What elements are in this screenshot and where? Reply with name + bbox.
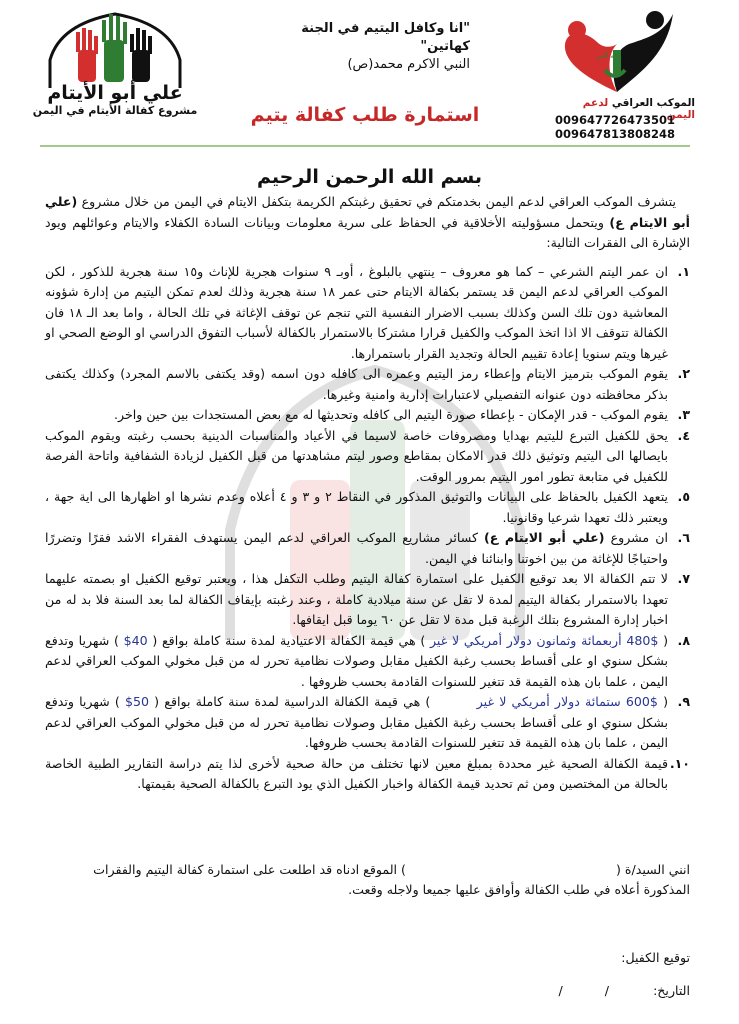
bismillah-heading: بسم الله الرحمن الرحيم bbox=[257, 166, 482, 188]
agreement-post: ) الموقع ادناه قد اطلعت على استمارة كفالة اليتيم والفقرات المذكورة أعلاه في طلب الكفالة وأوافق عليها جميعا ولاجله وقعت. bbox=[93, 862, 690, 897]
red-hand-icon bbox=[76, 28, 98, 82]
term-text: شهريا وتدفع بشكل سنوي او على أقساط بحسب رغبة الكفيل مقابل وصولات نظامية تحرر له من قبل مخولي الموكب العراقي لدعم اليمن ، علما بان هذه القيمة قد تتغير للسنوات القادمة بحسب ظروفها . bbox=[45, 632, 668, 689]
term-text: شهريا وتدفع بشكل سنوي او على أقساط بحسب رغبة الكفيل مقابل وصولات نظامية تحرر له من قبل مخولي الموكب العراقي لدعم اليمن ، علما بان هذه القيمة قد تتغير للسنوات القادمة بحسب ظروفها. bbox=[45, 694, 668, 750]
term-item-9: ٩. ( 600$ ستمائة دولار أمريكي لا غير ) هي قيمة الكفالة الدراسية لمدة سنة كاملة بواقع ( 50$ ) شهريا وتدفع بشكل سنوي او على أقساط بحسب رغبة الكفيل مقابل وصولات نظامية تحرر له من قبل مخولي الموكب العراقي لدعم اليمن ، علما بان هذه القيمة قد تتغير للسنوات القادمة بحسب ظروفها. bbox=[45, 694, 690, 750]
signature-label: توقيع الكفيل: bbox=[621, 950, 690, 965]
project-title: علي أبو الأيتام bbox=[47, 82, 183, 104]
term-number: ٧. bbox=[677, 571, 690, 586]
term-number: ١. bbox=[677, 263, 690, 279]
monthly-amount-regular: 40$ bbox=[123, 632, 148, 648]
intro-text-2: ويتحمل مسؤوليته الأخلاقية في الحفاظ على سرية معلومات وبيانات السادة الكفلاء والايتام وعوائلهم ويود الإشارة الى الفقرات التالية: bbox=[45, 214, 690, 250]
term-item-8: ٨. ( 480$ أربعمائة وثمانون دولار أمريكي لا غير ) هي قيمة الكفالة الاعتيادية لمدة سنة كاملة بواقع ( 40$ ) شهريا وتدفع بشكل سنوي او على أقساط بحسب رغبة الكفيل مقابل وصولات نظامية تحرر له من قبل مخولي الموكب العراقي لدعم اليمن ، علما بان هذه القيمة قد تتغير للسنوات القادمة بحسب ظروفها . bbox=[45, 632, 690, 689]
intro-paragraph bbox=[45, 192, 690, 254]
term-number: ٦. bbox=[677, 530, 690, 545]
term-number: ١٠. bbox=[669, 755, 690, 771]
org-logo-text: الله أكبر bbox=[597, 52, 621, 60]
annual-amount-study: 600$ ستمائة دولار أمريكي لا غير bbox=[476, 694, 658, 709]
hadith-quote bbox=[260, 20, 470, 74]
monthly-amount-study: 50$ bbox=[124, 694, 150, 709]
date-label: التاريخ: bbox=[653, 983, 690, 998]
org-name-red: لدعم اليمن bbox=[582, 97, 695, 121]
term-project-name: (علي أبو الايتام ع) bbox=[484, 530, 605, 545]
term-number: ٢. bbox=[677, 366, 690, 381]
term-text: يقوم الموكب بترميز الايتام وإعطاء رمز اليتيم وعمره الى كافله دون اسمه (وقد يكتفى بالاسم المجرد) وكذلك يكتفى بذكر محافظته دون عنوانه التفصيلي لاعتبارات إدارية وامنية وغيرها. bbox=[45, 366, 668, 402]
org-logo-heart bbox=[555, 8, 690, 96]
black-hand-icon bbox=[130, 28, 152, 82]
term-item-4 bbox=[45, 426, 690, 488]
project-logo-hands bbox=[40, 10, 190, 90]
date-separator-2: / bbox=[558, 983, 563, 998]
term-number: ٤. bbox=[677, 427, 690, 443]
phone-2: 009647813808248 bbox=[555, 127, 676, 141]
quote-source: النبي الاكرم محمد(ص) bbox=[347, 57, 470, 72]
form-title: استمارة طلب كفالة يتيم bbox=[250, 104, 480, 126]
term-item-2 bbox=[45, 364, 690, 405]
term-item-3 bbox=[45, 405, 690, 426]
form-body bbox=[45, 192, 690, 795]
term-number: ٥. bbox=[677, 489, 690, 504]
intro-text-1: يتشرف الموكب العراقي لدعم اليمن بخدمتكم في تحقيق رغبتكم الكريمة بتكفل الايتام في اليمن من خلال مشروع bbox=[77, 194, 676, 209]
term-text-mid: هي قيمة الكفالة الاعتيادية لمدة سنة كاملة بواقع bbox=[157, 632, 421, 648]
project-name bbox=[30, 82, 200, 117]
term-text-mid: هي قيمة الكفالة الدراسية لمدة سنة كاملة بواقع bbox=[159, 694, 426, 709]
term-number: ٣. bbox=[677, 407, 690, 422]
agreement-pre: انني السيد/ة ( bbox=[615, 862, 690, 877]
org-phones bbox=[555, 113, 675, 141]
term-text: قيمة الكفالة الصحية غير محددة بمبلغ معين لانها تختلف من حالة صحية لأخرى لذا يتم دراسة التقارير الطبية الخاصة بالحالة من المختصين ومن ثم تحديد قيمة الكفالة واخبار الكفيل الذي يود التبرع بالكفالة الصحية بقيمتها. bbox=[45, 755, 668, 791]
annual-amount-regular: 480$ أربعمائة وثمانون دولار أمريكي لا غير bbox=[429, 632, 659, 648]
intro-project-name: (علي أبو الايتام ع) bbox=[45, 194, 690, 230]
term-item-5 bbox=[45, 487, 690, 528]
term-text-pre: ان مشروع bbox=[604, 530, 669, 545]
term-item-1 bbox=[45, 262, 690, 365]
date-separator-1: / bbox=[604, 983, 610, 998]
term-text: يقوم الموكب - قدر الإمكان - بإعطاء صورة اليتيم الى كافله وتحديثها له مع بعض المستجدات بين حين واخر. bbox=[114, 407, 668, 422]
term-text: لا تتم الكفالة الا بعد توقيع الكفيل على استمارة كفالة اليتيم وطلب التكفل هذا ، ويعتبر توقيع الكفيل او بصمته عليهما تعهدا بالاستمرار بكفالة اليتيم لمدة لا تقل عن سنة ميلادية كاملة ، وعند رغبته بإيقاف الكفالة لما بعد السنة فلا بد له من اخبار إدارة المشروع بتلك الرغبة قبل مدة لا تقل عن ٦٠ يوما قبل ايقافها. bbox=[45, 571, 668, 627]
agreement-statement bbox=[45, 860, 690, 900]
term-number: ٩. bbox=[677, 694, 690, 709]
term-item-10 bbox=[45, 754, 690, 795]
term-number: ٨. bbox=[677, 632, 690, 648]
term-text: يتعهد الكفيل بالحفاظ على البيانات والتوثيق المذكور في النقاط ٢ و ٣ و ٤ أعلاه وعدم نشرها او اظهارها الى اية جهة ، ويعتبر ذلك تعهدا شرعيا وقانونيا. bbox=[45, 489, 668, 525]
project-subtitle: مشروع كفالة الأيتام في اليمن bbox=[32, 104, 198, 117]
org-name-main: الموكب العراقي bbox=[611, 97, 695, 109]
term-item-7 bbox=[45, 569, 690, 631]
term-text: يحق للكفيل التبرع لليتيم بهدايا ومصروفات خاصة لاسيما في الأعياد والمناسبات الدينية بحسب رغبته ويقوم الموكب بايصالها الى اليتيم وتوثيق ذلك قدر الامكان بمقاطع وصور ليتم مشاهدتها من قبل الكفيل لزيادة الشفافية واتاحة الفرصة للكفيل في متابعة تطور امور اليتيم بمرور الوقت. bbox=[45, 427, 668, 484]
header-divider bbox=[40, 145, 690, 147]
date-row bbox=[45, 983, 690, 998]
terms-list bbox=[45, 262, 690, 795]
signature-row bbox=[45, 950, 690, 965]
term-text: ان عمر اليتم الشرعي – كما هو معروف – ينتهي بالبلوغ ، أوبـ ٩ سنوات هجرية للإناث و١٥ سنة هجرية للذكور ، لكن الموكب العراقي لدعم اليمن قد يستمر بكفالة الايتام حتى عمر ١٨ سنة هجرية وذلك لعدم تمكن اليتيم من إدارة شؤونه المعاشية دون تلك السن وكذلك بسبب الاضرار النفسية التي تنجم عن توقف الإغاثة في تلك الحالة ، واما بعد الـ ١٨ فان الكفالة تتوقف الا اذا اتخذ الموكب والكفيل قرارا مشتركا بالاستمرار بالكفالة لأسباب التفوق الدراسي او الوضع الصحي او غيرها ويتم سنويا إعادة تقييم الحالة وتجديد القرار باستمرارها. bbox=[45, 263, 669, 361]
phone-1: 009647726473501 bbox=[555, 113, 676, 127]
term-item-6 bbox=[45, 528, 690, 569]
term-text: كسائر مشاريع الموكب العراقي لدعم اليمن يستهدف الفقراء الاشد فقرًا وتضررًا واحتياجًا للإغاثة من بين اخوتنا وابنائنا في اليمن. bbox=[45, 530, 668, 566]
green-hand-icon bbox=[102, 14, 127, 82]
quote-text: "انا وكافل اليتيم في الجنة كهاتين" bbox=[301, 21, 470, 54]
